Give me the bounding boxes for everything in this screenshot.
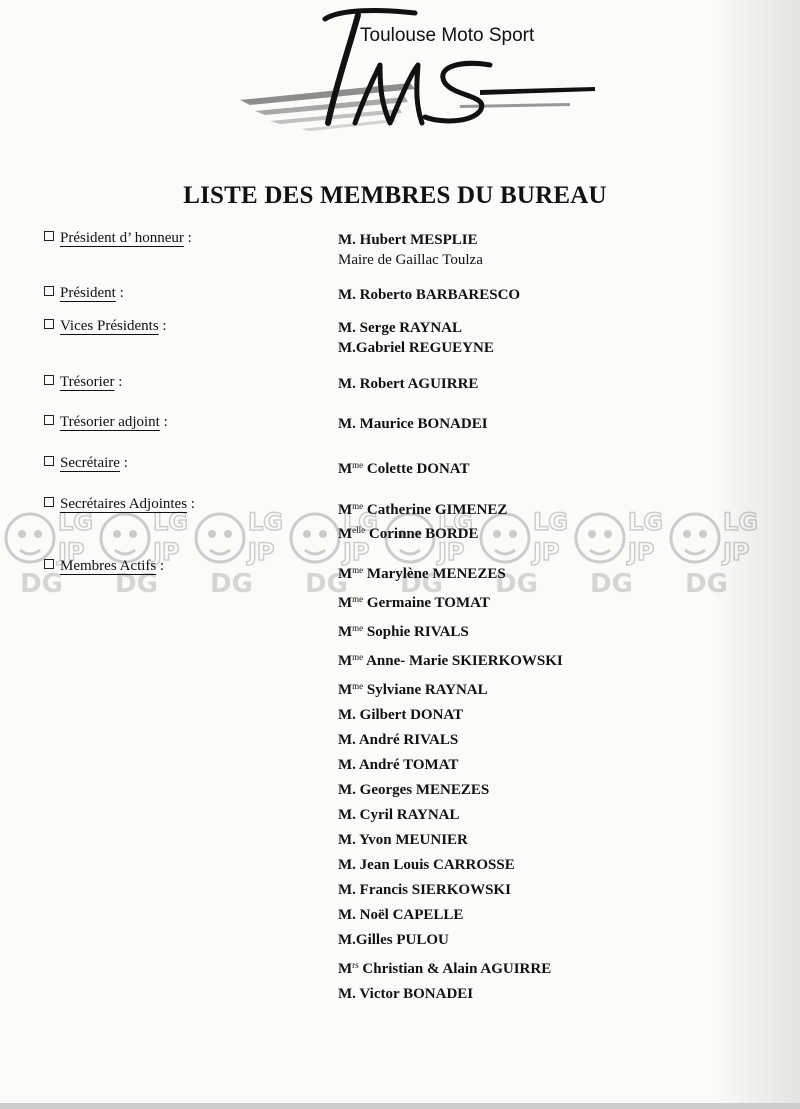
- honorific-superscript: me: [352, 623, 364, 633]
- name-part: M. Jean Louis CARROSSE: [338, 857, 515, 873]
- role-title: Trésorier: [60, 374, 115, 390]
- name-part: M. Victor BONADEI: [338, 986, 474, 1002]
- name-part: M.Gabriel REGUEYNE: [338, 340, 494, 356]
- role-label: [44, 318, 167, 335]
- role-label: [44, 374, 122, 391]
- name-part: M: [338, 566, 353, 582]
- member-subtitle: [338, 250, 483, 270]
- name-part: Colette DONAT: [363, 461, 470, 477]
- honorific-superscript: me: [352, 501, 364, 511]
- member-name: [338, 878, 563, 903]
- name-part: Corinne BORDE: [365, 526, 479, 542]
- member-name: [338, 616, 563, 645]
- name-part: M. Roberto BARBARESCO: [338, 287, 521, 303]
- role-colon: :: [187, 496, 195, 512]
- role-label: [44, 285, 124, 302]
- member-name: [338, 903, 563, 928]
- member-name: [338, 953, 563, 982]
- member-names: [338, 318, 494, 358]
- member-name: [338, 496, 507, 520]
- member-name: [338, 318, 494, 338]
- name-part: Sophie RIVALS: [363, 624, 469, 640]
- member-names: [338, 285, 520, 305]
- name-part: M: [338, 502, 353, 518]
- page-title: LISTE DES MEMBRES DU BUREAU: [183, 181, 607, 209]
- svg-text:LG: LG: [58, 508, 93, 536]
- role-label: [44, 230, 192, 247]
- name-part: M. Maurice BONADEI: [338, 416, 488, 432]
- member-name: [338, 230, 483, 250]
- honorific-superscript: me: [352, 460, 364, 470]
- member-names: [338, 496, 507, 544]
- svg-text:JP: JP: [58, 538, 85, 566]
- role-label: [44, 558, 164, 575]
- member-name: [338, 374, 478, 394]
- role-colon: :: [156, 558, 165, 574]
- role-title: Président d’ honneur: [60, 230, 184, 246]
- role-colon: :: [114, 374, 123, 390]
- role-label: [44, 414, 168, 431]
- checkbox-icon: [44, 319, 54, 329]
- honorific-superscript: elle: [352, 525, 366, 535]
- checkbox-icon: [44, 286, 54, 296]
- name-part: M. Francis SIERKOWSKI: [338, 882, 511, 898]
- checkbox-icon: [44, 559, 54, 569]
- name-part: M. Hubert MESPLIE: [338, 232, 478, 248]
- svg-text:DG: DG: [20, 569, 63, 599]
- role-colon: :: [159, 414, 168, 430]
- member-names: [338, 230, 483, 270]
- name-part: M. Gilbert DONAT: [338, 707, 464, 723]
- member-name: [338, 728, 563, 753]
- honorific-superscript: me: [352, 652, 364, 662]
- role-title: Président: [60, 285, 116, 301]
- club-name: Toulouse Moto Sport: [360, 25, 535, 46]
- member-name: [338, 338, 494, 358]
- member-name: [338, 414, 488, 434]
- honorific-superscript: me: [352, 565, 364, 575]
- member-name: [338, 778, 563, 803]
- name-part: Catherine GIMENEZ: [363, 502, 508, 518]
- name-part: M.Gilles PULOU: [338, 932, 449, 948]
- name-part: M. Serge RAYNAL: [338, 320, 463, 336]
- name-part: M: [338, 624, 353, 640]
- member-name: [338, 828, 563, 853]
- member-name: [338, 753, 563, 778]
- member-name: [338, 803, 563, 828]
- name-part: M: [338, 595, 353, 611]
- member-names: [338, 374, 478, 394]
- honorific-superscript: rs: [352, 960, 359, 970]
- page-edge: [0, 1103, 800, 1109]
- checkbox-icon: [44, 415, 54, 425]
- name-part: Christian & Alain AGUIRRE: [358, 961, 552, 977]
- member-name: [338, 285, 520, 305]
- role-colon: :: [158, 318, 167, 334]
- page-shadow: [710, 0, 800, 1109]
- name-part: M: [338, 682, 353, 698]
- member-names: [338, 414, 488, 434]
- role-label: [44, 496, 195, 513]
- name-part: M: [338, 961, 353, 977]
- member-name: [338, 928, 563, 953]
- role-title: Secrétaires Adjointes: [60, 496, 188, 512]
- role-colon: :: [115, 285, 124, 301]
- name-part: Germaine TOMAT: [363, 595, 490, 611]
- role-title: Secrétaire: [60, 455, 120, 471]
- honorific-superscript: me: [352, 594, 364, 604]
- member-name: [338, 520, 507, 544]
- role-title: Trésorier adjoint: [60, 414, 160, 430]
- member-name: [338, 703, 563, 728]
- name-part: M: [338, 653, 353, 669]
- honorific-superscript: me: [352, 681, 364, 691]
- member-name: [338, 558, 563, 587]
- member-name: [338, 645, 563, 674]
- member-name: [338, 587, 563, 616]
- name-part: M. Cyril RAYNAL: [338, 807, 460, 823]
- name-part: M. Robert AGUIRRE: [338, 376, 479, 392]
- role-colon: :: [183, 230, 192, 246]
- role-title: Membres Actifs: [60, 558, 157, 574]
- name-part: M: [338, 526, 353, 542]
- checkbox-icon: [44, 231, 54, 241]
- member-names: [338, 455, 470, 479]
- member-name: [338, 674, 563, 703]
- name-part: M. Noël CAPELLE: [338, 907, 464, 923]
- member-names: [338, 558, 563, 1007]
- name-part: M. Georges MENEZES: [338, 782, 490, 798]
- name-part: Anne- Marie SKIERKOWSKI: [363, 653, 563, 669]
- checkbox-icon: [44, 497, 54, 507]
- member-name: [338, 982, 563, 1007]
- role-colon: :: [119, 455, 128, 471]
- role-label: [44, 455, 128, 472]
- name-part: M. André TOMAT: [338, 757, 459, 773]
- name-part: Marylène MENEZES: [363, 566, 506, 582]
- name-part: Sylviane RAYNAL: [363, 682, 488, 698]
- name-part: M: [338, 461, 353, 477]
- name-part: M. André RIVALS: [338, 732, 459, 748]
- role-title: Vices Présidents: [60, 318, 159, 334]
- checkbox-icon: [44, 375, 54, 385]
- member-name: [338, 853, 563, 878]
- member-name: [338, 455, 470, 479]
- checkbox-icon: [44, 456, 54, 466]
- club-logo: [240, 5, 600, 145]
- name-part: M. Yvon MEUNIER: [338, 832, 468, 848]
- name-part: Maire de Gaillac Toulza: [338, 252, 483, 268]
